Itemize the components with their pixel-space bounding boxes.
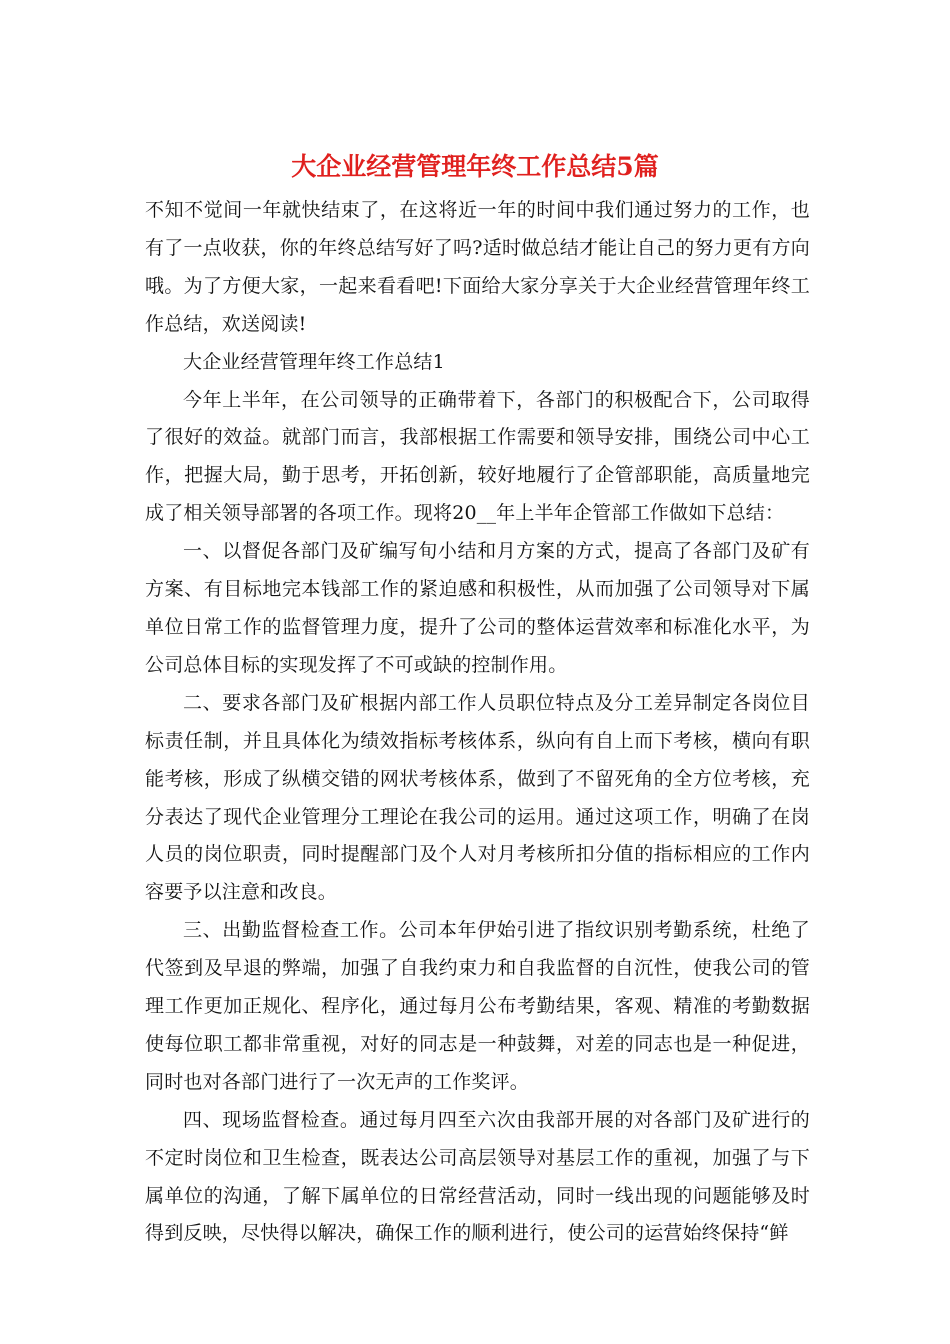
section-heading: 大企业经营管理年终工作总结1	[183, 350, 445, 373]
document-title: 大企业经营管理年终工作总结5篇	[291, 152, 659, 181]
body-paragraph: 今年上半年，在公司领导的正确带着下，各部门的积极配合下，公司取得了很好的效益。就部门而言，我部根据工作需要和领导安排，围绕公司中心工作，把握大局，勤于思考，开拓创新，较好地履行了企管部职能，高质量地完成了相关领导部署的各项工作。现将20__年上半年企管部工作做如下总结：	[145, 388, 810, 525]
document-body	[145, 192, 810, 1253]
body-paragraph: 二、要求各部门及矿根据内部工作人员职位特点及分工差异制定各岗位目标责任制，并且具体化为绩效指标考核体系，纵向有自上而下考核，横向有职能考核，形成了纵横交错的网状考核体系，做到了不留死角的全方位考核，充分表达了现代企业管理分工理论在我公司的运用。通过这项工作，明确了在岗人员的岗位职责，同时提醒部门及个人对月考核所扣分值的指标相应的工作内容要予以注意和改良。	[145, 691, 810, 904]
body-paragraph: 四、现场监督检查。通过每月四至六次由我部开展的对各部门及矿进行的不定时岗位和卫生检查，既表达公司高层领导对基层工作的重视，加强了与下属单位的沟通，了解下属单位的日常经营活动，同时一线出现的问题能够及时得到反映，尽快得以解决，确保工作的顺利进行，使公司的运营始终保持“鲜	[145, 1108, 810, 1245]
intro-paragraph: 不知不觉间一年就快结束了，在这将近一年的时间中我们通过努力的工作，也有了一点收获，你的年终总结写好了吗?适时做总结才能让自己的努力更有方向哦。为了方便大家，一起来看看吧!下面给大家分享关于大企业经营管理年终工作总结，欢送阅读!	[145, 199, 810, 335]
body-paragraph: 三、出勤监督检查工作。公司本年伊始引进了指纹识别考勤系统，杜绝了代签到及早退的弊端，加强了自我约束力和自我监督的自沉性，使我公司的管理工作更加正规化、程序化，通过每月公布考勤结果，客观、精准的考勤数据使每位职工都非常重视，对好的同志是一种鼓舞，对差的同志也是一种促进，同时也对各部门进行了一次无声的工作奖评。	[145, 919, 810, 1093]
body-paragraph: 一、以督促各部门及矿编写旬小结和月方案的方式，提高了各部门及矿有方案、有目标地完本钱部工作的紧迫感和积极性，从而加强了公司领导对下属单位日常工作的监督管理力度，提升了公司的整体运营效率和标准化水平，为公司总体目标的实现发挥了不可或缺的控制作用。	[145, 540, 810, 676]
